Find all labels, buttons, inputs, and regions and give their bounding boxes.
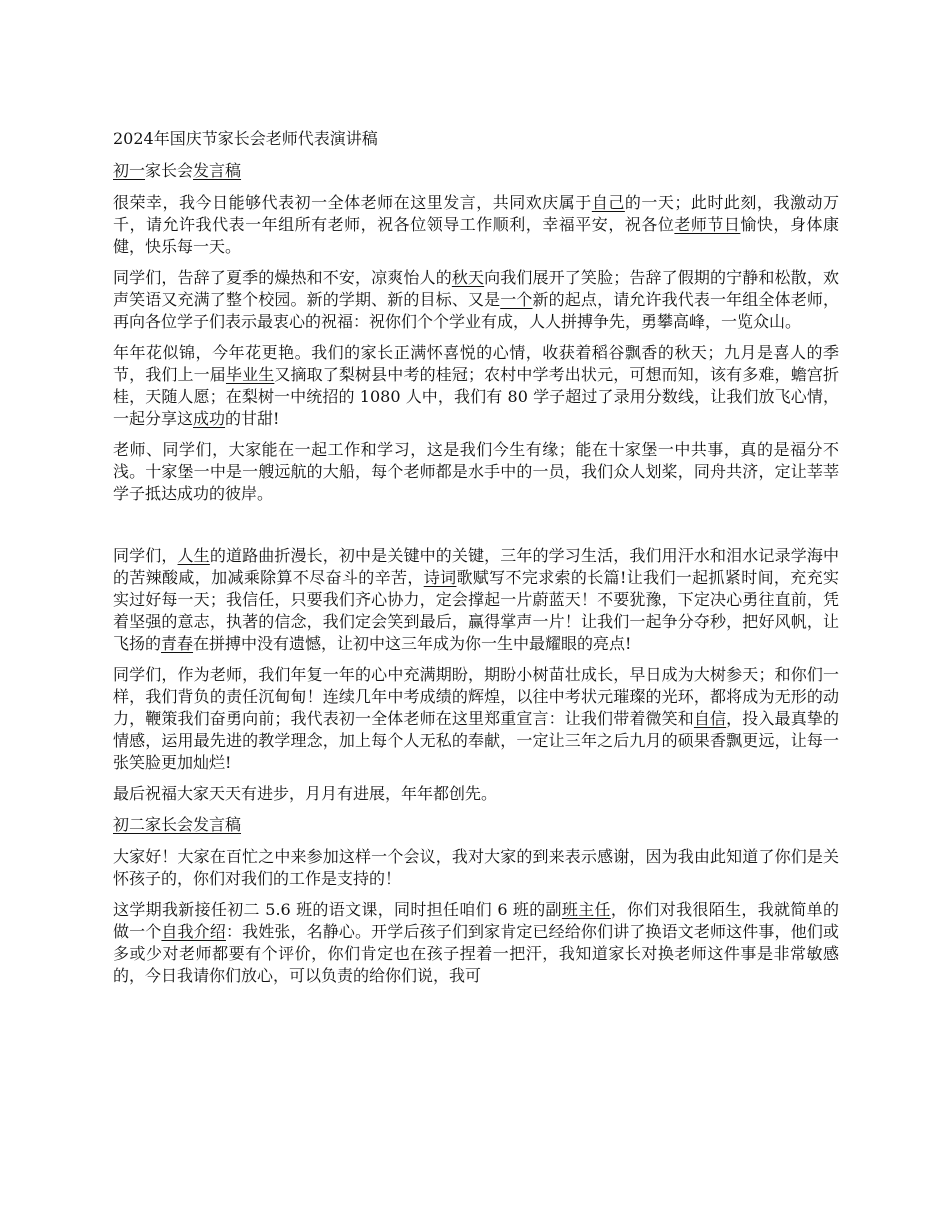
text-run: ，投入最真挚的情感，运用最先进的教学理念，加上每个人无私的奉献，一定让三年之后九月的硕果香飘更远，让每一张笑脸更加灿烂!	[113, 709, 839, 772]
text-run: 同学们，告辞了夏季的燥热和不安，凉爽怡人的	[113, 268, 452, 287]
text-run: 这学期我新接任初二 5.6 班的语文课，同时担任咱们 6 班的副	[113, 900, 562, 919]
heading-link[interactable]: 初一	[113, 161, 146, 180]
paragraph	[113, 267, 839, 333]
keyword-link[interactable]: 自己	[591, 193, 625, 212]
text-run: 的甘甜!	[225, 409, 280, 428]
heading-link[interactable]: 发言稿	[193, 161, 242, 180]
paragraph	[113, 783, 839, 805]
paragraph	[113, 342, 839, 430]
text-run: 大家好！大家在百忙之中来参加这样一个会议，我对大家的到来表示感谢，因为我由此知道了你们是关怀孩子的，你们对我们的工作是支持的！	[113, 847, 839, 888]
text-run: 同学们，作为老师，我们年复一年的心中充满期盼，期盼小树苗壮成长，早日成为大树参天；和你们一样，我们背负的责任沉甸甸！连续几年中考成绩的辉煌，以往中考状元璀璨的光环，都将成为无形的动力，鞭策我们奋勇向前；我代表初一全体老师在这里郑重宣言：让我们带着微笑和	[113, 665, 839, 728]
keyword-link[interactable]: 自信	[693, 709, 727, 728]
keyword-link[interactable]: 成功	[193, 409, 226, 428]
document-title: 2024年国庆节家长会老师代表演讲稿	[113, 129, 378, 148]
text-run: 在拼搏中没有遗憾，让初中这三年成为你一生中最耀眼的亮点!	[193, 634, 632, 653]
keyword-link[interactable]: 毕业生	[225, 365, 275, 384]
text-run: 年年花似锦，今年花更艳。我们的家长正满怀喜悦的心情，收获着稻谷飘香的秋天；九月是喜人的季节，我们上一届	[113, 343, 839, 384]
text-run: 新的起点，请允许我代表一年组全体老师，再向各位学子们表示最衷心的祝福：祝你们个个学业有成，人人拼搏争先，勇攀高峰，一览众山。	[113, 290, 839, 331]
text-run: 老师、同学们，大家能在一起工作和学习，这是我们今生有缘；能在十家堡一中共事，真的是福分不浅。十家堡一中是一艘远航的大船，每个老师都是水手中的一员，我们众人划桨，同舟共济，定让莘莘学子抵达成功的彼岸。	[113, 440, 839, 503]
paragraph	[113, 192, 839, 258]
keyword-link[interactable]: 秋天	[451, 268, 485, 287]
keyword-link[interactable]: 人生	[177, 546, 210, 565]
keyword-link[interactable]: 自我介绍	[161, 922, 226, 941]
paragraph	[113, 664, 839, 774]
keyword-link[interactable]: 青春	[161, 634, 194, 653]
text-run: 最后祝福大家天天有进步，月月有进展，年年都创先。	[113, 784, 498, 803]
text-run: 同学们，	[113, 546, 178, 565]
keyword-link[interactable]: 老师节日	[674, 215, 741, 234]
paragraph	[113, 545, 839, 655]
text-run: 向我们展开了笑脸；告辞了假期的宁静和松散，欢声笑语又充满了整个校园。新的学期、新的目标、又是	[113, 268, 839, 309]
heading-link[interactable]: 初二家长会发言稿	[113, 815, 242, 834]
paragraph	[113, 846, 839, 890]
paragraph	[113, 899, 839, 987]
heading-text: 家长会	[145, 161, 194, 180]
paragraph	[113, 439, 839, 505]
document-page	[113, 128, 839, 996]
text-run: 的一天；此时此刻，我激动万千，请允许我代表一年组所有老师，祝各位领导工作顺利，幸福平安，祝各位	[113, 193, 839, 234]
text-run: 的道路曲折漫长，初中是关键中的关键，三年的学习生活，我们用汗水和泪水记录学海中的苦辣酸咸，加减乘除算不尽奋斗的辛苦，	[113, 546, 839, 587]
keyword-link[interactable]: 诗词	[423, 568, 457, 587]
section2-heading	[113, 814, 839, 836]
text-run: 又摘取了梨树县中考的桂冠；农村中学考出状元，可想而知，该有多难，蟾宫折桂，天随人愿；在梨树一中统招的 1080 人中，我们有 80 学子超过了录用分数线，让我们放飞心情，一起分享这	[113, 365, 839, 428]
text-run: 愉快，身体康健，快乐每一天。	[113, 215, 839, 256]
text-run: ：我姓张，名静心。开学后孩子们到家肯定已经给你们讲了换语文老师这件事，他们或多或少对老师都要有个评价，你们肯定也在孩子捏着一把汗，我知道家长对换老师这件事是非常敏感的，今日我请你们放心，可以负责的给你们说，我可	[113, 922, 839, 985]
keyword-link[interactable]: 班主任	[561, 900, 611, 919]
text-run: ，你们对我很陌生，我就简单的做一个	[113, 900, 839, 941]
text-run: 很荣幸，我今日能够代表初一全体老师在这里发言，共同欢庆属于	[113, 193, 592, 212]
keyword-link[interactable]: 一个	[500, 290, 533, 309]
blank-space	[113, 514, 839, 545]
section1-heading	[113, 160, 839, 182]
text-run: 歌赋写不完求索的长篇!让我们一起抓紧时间，充充实实过好每一天；我信任，只要我们齐心协力，定会撑起一片蔚蓝天！不要犹豫，下定决心勇往直前，凭着坚强的意志，执著的信念，我们定会笑到最后，赢得掌声一片！让我们一起争分夺秒，把好风帆，让飞扬的	[113, 568, 839, 653]
